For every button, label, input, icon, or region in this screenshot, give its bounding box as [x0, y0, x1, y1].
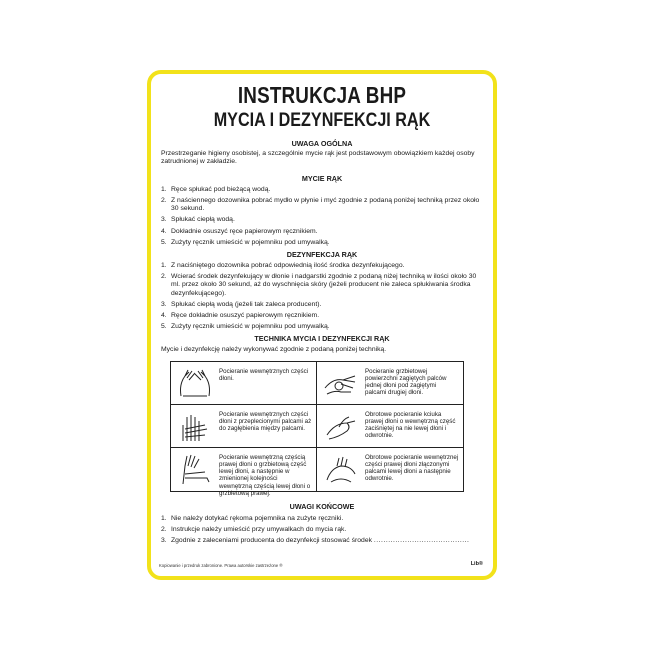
item-text: Z naściennego dozownika pobrać mydło w płynie i myć zgodnie z podaną poniżej techniką przez około 30 sekund. — [171, 197, 480, 213]
technique-text: Pocieranie grzbietowej powierzchni zagiętych palców jednej dłoni pod zagiętymi palcami drugiej dłoni. — [365, 367, 447, 397]
item-number: 5. — [161, 238, 167, 246]
fill-in-blank: ........................................ — [373, 537, 470, 545]
technique-heading: TECHNIKA MYCIA I DEZYNFEKCJI RĄK — [254, 334, 390, 344]
item-text: Ręce spłukać pod bieżącą wodą. — [171, 185, 271, 193]
back-of-hand-icon — [175, 452, 215, 487]
technique-cell — [317, 362, 463, 405]
item-number: 5. — [161, 323, 167, 331]
item-text: Instrukcje należy umieścić przy umywalkach do mycia rąk. — [171, 526, 347, 534]
item-number: 1. — [161, 262, 167, 270]
washing-item — [161, 197, 483, 213]
item-number: 3. — [161, 216, 167, 224]
final-item — [161, 537, 483, 545]
general-text: Przestrzeganie higieny osobistej, a szczególnie mycie rąk jest podstawowym obowiązkiem każdej osoby zatrudnionej w zakładzie. — [161, 150, 475, 166]
item-text: Dokładnie osuszyć ręce papierowym ręcznikiem. — [171, 227, 318, 235]
technique-cell — [171, 405, 317, 448]
technique-cell — [171, 448, 317, 497]
item-text: Zużyty ręcznik umieścić w pojemniku pod umywalką. — [171, 238, 330, 246]
disinfection-list — [161, 262, 483, 331]
item-number: 1. — [161, 185, 167, 193]
item-number: 2. — [161, 273, 167, 281]
item-text: Spłukać ciepłą wodą. — [171, 216, 235, 224]
technique-grid — [170, 361, 464, 497]
technique-cell — [317, 448, 463, 491]
disinfection-item — [161, 273, 483, 298]
technique-text: Obrotowe pocieranie kciuka prawej dłoni o wewnętrzną część zaciśniętej na nie lewej dłoni i odwrotnie. — [365, 410, 456, 440]
fingertips-rotation-icon — [321, 452, 361, 487]
instruction-board — [147, 70, 497, 580]
washing-item — [161, 216, 483, 224]
board-content — [161, 82, 483, 548]
washing-heading: MYCIE RĄK — [301, 173, 343, 183]
technique-text: Pocieranie wewnętrznych części dłoni z przeplecionymi palcami aż do zagłębienia między palcami. — [219, 410, 312, 433]
technique-cell — [317, 405, 463, 448]
technique-cell — [171, 362, 317, 405]
item-number: 4. — [161, 312, 167, 320]
fingers-interlock-icon — [321, 366, 361, 401]
disinfection-item — [161, 301, 483, 309]
item-number: 4. — [161, 227, 167, 235]
final-item — [161, 515, 483, 523]
palms-rubbing-icon — [175, 366, 215, 401]
final-item — [161, 526, 483, 534]
publisher-logo: Lib® — [470, 561, 483, 567]
washing-item — [161, 239, 483, 247]
washing-list — [161, 186, 483, 247]
item-number: 2. — [161, 526, 167, 534]
main-title: INSTRUKCJA BHP — [237, 82, 407, 108]
disinfection-item — [161, 323, 483, 331]
technique-text: Pocieranie wewnętrzną częścią prawej dłoni o grzbietową część lewej dłoni, a następnie w zmienionej kolejności wewnętrzną częścią lewej dłoni o grzbietową prawej. — [219, 453, 311, 497]
item-text: Ręce dokładnie osuszyć papierowym ręcznikiem. — [171, 312, 320, 320]
disinfection-item — [161, 262, 483, 270]
footer-copyright: Kopiowanie i przedruk zabronione. Prawa autorskie zastrzeżone ® — [159, 563, 283, 568]
item-number: 3. — [161, 537, 167, 545]
item-text: Nie należy dotykać rękoma pojemnika na zużyte ręczniki. — [171, 514, 344, 522]
item-text: Spłukać ciepłą wodą (jeżeli tak zaleca producent). — [171, 300, 322, 308]
washing-item — [161, 228, 483, 236]
interlaced-fingers-icon — [175, 409, 215, 444]
item-text: Zużyty ręcznik umieścić w pojemniku pod umywalką. — [171, 323, 330, 331]
main-subtitle: MYCIA I DEZYNFEKCJI RĄK — [213, 110, 431, 131]
item-text: Zgodnie z zaleceniami producenta do dezynfekcji stosować środek — [171, 537, 372, 545]
general-heading: UWAGA OGÓLNA — [291, 139, 353, 148]
thumb-rotation-icon — [321, 409, 361, 444]
washing-item — [161, 186, 483, 194]
technique-text: Obrotowe pocieranie wewnętrznej części prawej dłoni złączonymi palcami lewej dłoni a następnie odwrotnie. — [365, 453, 459, 483]
final-list — [161, 515, 483, 546]
item-text: Wcierać środek dezynfekujący w dłonie i nadgarstki zgodnie z podaną niżej techniką w ilości około 30 ml. przez około 30 sekund, aż do wyschnięcia skóry (jeżeli producent nie zaleca spłukiwania środka dezynfekującego). — [171, 273, 477, 297]
disinfection-heading: DEZYNFEKCJA RĄK — [286, 250, 358, 260]
technique-intro: Mycie i dezynfekcję należy wykonywać zgodnie z podaną poniżej techniką. — [161, 346, 387, 354]
disinfection-item — [161, 312, 483, 320]
item-number: 2. — [161, 197, 167, 205]
item-text: Z naciśniętego dozownika pobrać odpowiednią ilość środka dezynfekującego. — [171, 262, 405, 270]
item-number: 1. — [161, 514, 167, 522]
technique-text: Pocieranie wewnętrznych części dłoni. — [219, 367, 309, 383]
item-number: 3. — [161, 300, 167, 308]
final-heading: UWAGI KOŃCOWE — [289, 501, 355, 511]
